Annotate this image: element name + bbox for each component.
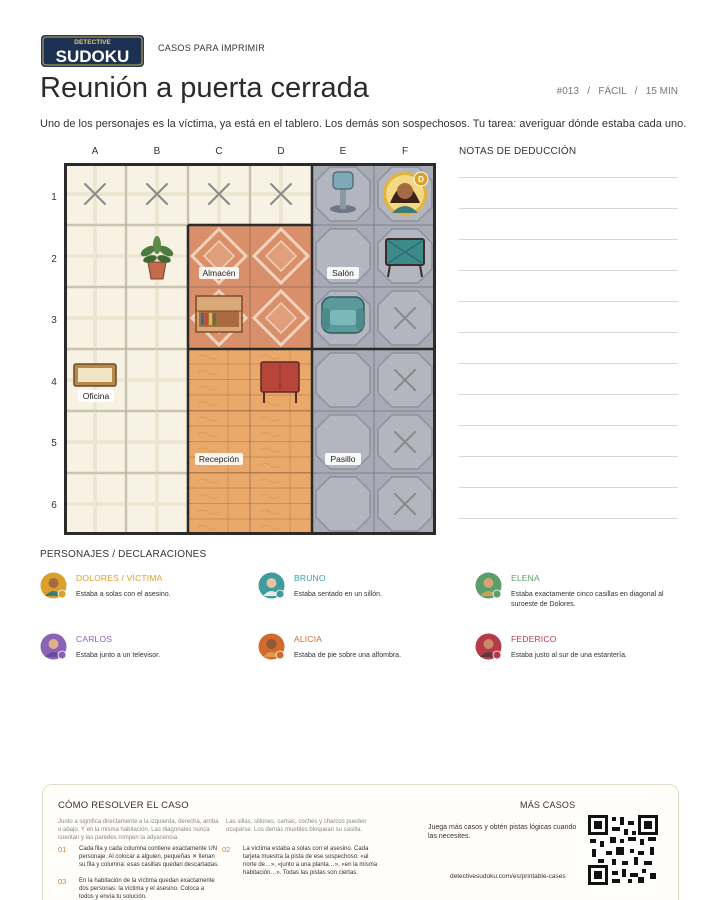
puzzle-board[interactable] <box>64 163 436 535</box>
rule-text: La víctima estaba a solas con el asesino. Cada tarjeta muestra la pista de ese sospechoso: «al norte de…», «junto a una planta…», «en la misma habitación…». Todas las pistas son ciertas. <box>243 846 378 876</box>
rule-number: 02 <box>222 845 231 854</box>
armchair-icon <box>322 297 364 333</box>
note-line[interactable] <box>459 425 678 426</box>
how-intro-1: Junto a significa directamente a la izquierda, derecha, arriba o abajo. Y en la misma habitación. Las diagonales nunca cuentan y las paredes rompen la adyacencia. <box>58 819 219 841</box>
elena-avatar-icon <box>475 572 502 599</box>
character-statement: Estaba de pie sobre una alfombra. <box>294 652 402 659</box>
column-label-b: B <box>153 146 161 157</box>
note-line[interactable] <box>459 332 678 333</box>
bruno-avatar-icon <box>258 572 285 599</box>
note-line[interactable] <box>459 208 678 209</box>
character-statement: Estaba justo al sur de una estantería. <box>511 652 627 659</box>
character-name: CARLOS <box>76 634 113 644</box>
svg-text:Recepción: Recepción <box>198 454 240 464</box>
character-card-elena <box>475 572 685 612</box>
character-name: ELENA <box>511 573 540 583</box>
row-label-4: 4 <box>51 377 57 388</box>
rule-number: 03 <box>58 877 67 886</box>
how-intro-2: Las sillas, sillones, camas, coches y charcos pueden ocuparse. Los demás muebles bloquean su casilla. <box>226 819 367 833</box>
character-name: DOLORES / VÍCTIMA <box>76 573 163 583</box>
column-label-a: A <box>91 146 99 157</box>
room-label-oficina <box>78 390 114 402</box>
character-name: FEDERICO <box>511 634 557 644</box>
table-icon <box>74 364 116 386</box>
svg-text:Salón: Salón <box>332 268 354 278</box>
shelf-icon <box>196 296 242 332</box>
row-label-3: 3 <box>51 315 57 326</box>
more-cases-link[interactable]: detectivesudoku.com/es/printable-cases <box>450 873 566 880</box>
character-statement: Estaba sentado en un sillón. <box>294 591 382 598</box>
character-name: ALICIA <box>294 634 323 644</box>
intro-text: Uno de los personajes es la víctima, ya está en el tablero. Los demás son sospechosos. Tu tarea: averiguar dónde estaba cada uno. <box>40 118 687 130</box>
more-cases-text: Juega más casos y obtén pistas lógicas cuando las necesites. <box>428 824 577 840</box>
room-label-recepcion <box>195 453 243 465</box>
character-card-dolores <box>40 572 250 612</box>
detective-sudoku-logo <box>41 33 144 67</box>
page-title: Reunión a puerta cerrada <box>40 72 369 104</box>
row-label-6: 6 <box>51 500 57 511</box>
note-line[interactable] <box>459 518 678 519</box>
svg-text:Oficina: Oficina <box>82 391 110 401</box>
note-line[interactable] <box>459 456 678 457</box>
row-label-1: 1 <box>51 192 57 203</box>
note-line[interactable] <box>459 363 678 364</box>
rule-text: Cada fila y cada columna contiene exactamente UN personaje. Al colocar a alguien, pequeñas ✕ llenan su fila y columna: esas casillas quedan descartadas. <box>79 846 219 868</box>
how-to-solve-title: CÓMO RESOLVER EL CASO <box>58 800 189 811</box>
room-label-almacen <box>199 267 239 279</box>
character-card-carlos <box>40 633 250 673</box>
rule-number: 01 <box>58 845 67 854</box>
header-subtitle: CASOS PARA IMPRIMIR <box>158 43 266 53</box>
notes-title: NOTAS DE DEDUCCIÓN <box>459 146 577 157</box>
note-line[interactable] <box>459 487 678 488</box>
character-statement: Estaba junto a un televisor. <box>76 652 161 659</box>
case-meta: #013 / FÁCIL / 15 MIN <box>556 86 678 97</box>
note-line[interactable] <box>459 394 678 395</box>
column-label-c: C <box>215 146 223 157</box>
svg-text:Pasillo: Pasillo <box>330 454 356 464</box>
rule-text: En la habitación de la víctima quedan exactamente dos personas: la víctima y el asesino. Coloca a todos y envía tu solución. <box>79 878 215 900</box>
alicia-avatar-icon <box>258 633 285 660</box>
room-label-pasillo <box>325 453 361 465</box>
character-name: BRUNO <box>294 573 326 583</box>
character-card-alicia <box>258 633 468 673</box>
difficulty: FÁCIL <box>598 86 627 97</box>
column-label-f: F <box>401 146 409 157</box>
character-card-bruno <box>258 572 468 612</box>
dolores-avatar-icon <box>40 572 67 599</box>
note-line[interactable] <box>459 301 678 302</box>
svg-text:Almacén: Almacén <box>202 268 236 278</box>
more-cases-title: MÁS CASOS <box>520 800 576 810</box>
victim-badge: D <box>418 175 424 184</box>
qr-code-icon[interactable] <box>588 815 658 885</box>
svg-text:SUDOKU: SUDOKU <box>55 47 130 66</box>
character-statement: Estaba exactamente cinco casillas en diagonal al suroeste de Dolores. <box>511 591 664 608</box>
note-line[interactable] <box>459 177 678 178</box>
character-statement: Estaba a solas con el asesino. <box>76 591 171 598</box>
case-number: #013 <box>556 86 579 97</box>
row-label-5: 5 <box>51 438 57 449</box>
duration: 15 MIN <box>645 86 678 97</box>
svg-text:DETECTIVE: DETECTIVE <box>74 39 111 46</box>
column-label-d: D <box>277 146 285 157</box>
note-line[interactable] <box>459 270 678 271</box>
character-card-federico <box>475 633 685 673</box>
note-line[interactable] <box>459 239 678 240</box>
characters-title: PERSONAJES / DECLARACIONES <box>40 549 207 560</box>
federico-avatar-icon <box>475 633 502 660</box>
room-label-salon <box>327 267 359 279</box>
carlos-avatar-icon <box>40 633 67 660</box>
column-label-e: E <box>339 146 347 157</box>
row-label-2: 2 <box>51 254 57 265</box>
